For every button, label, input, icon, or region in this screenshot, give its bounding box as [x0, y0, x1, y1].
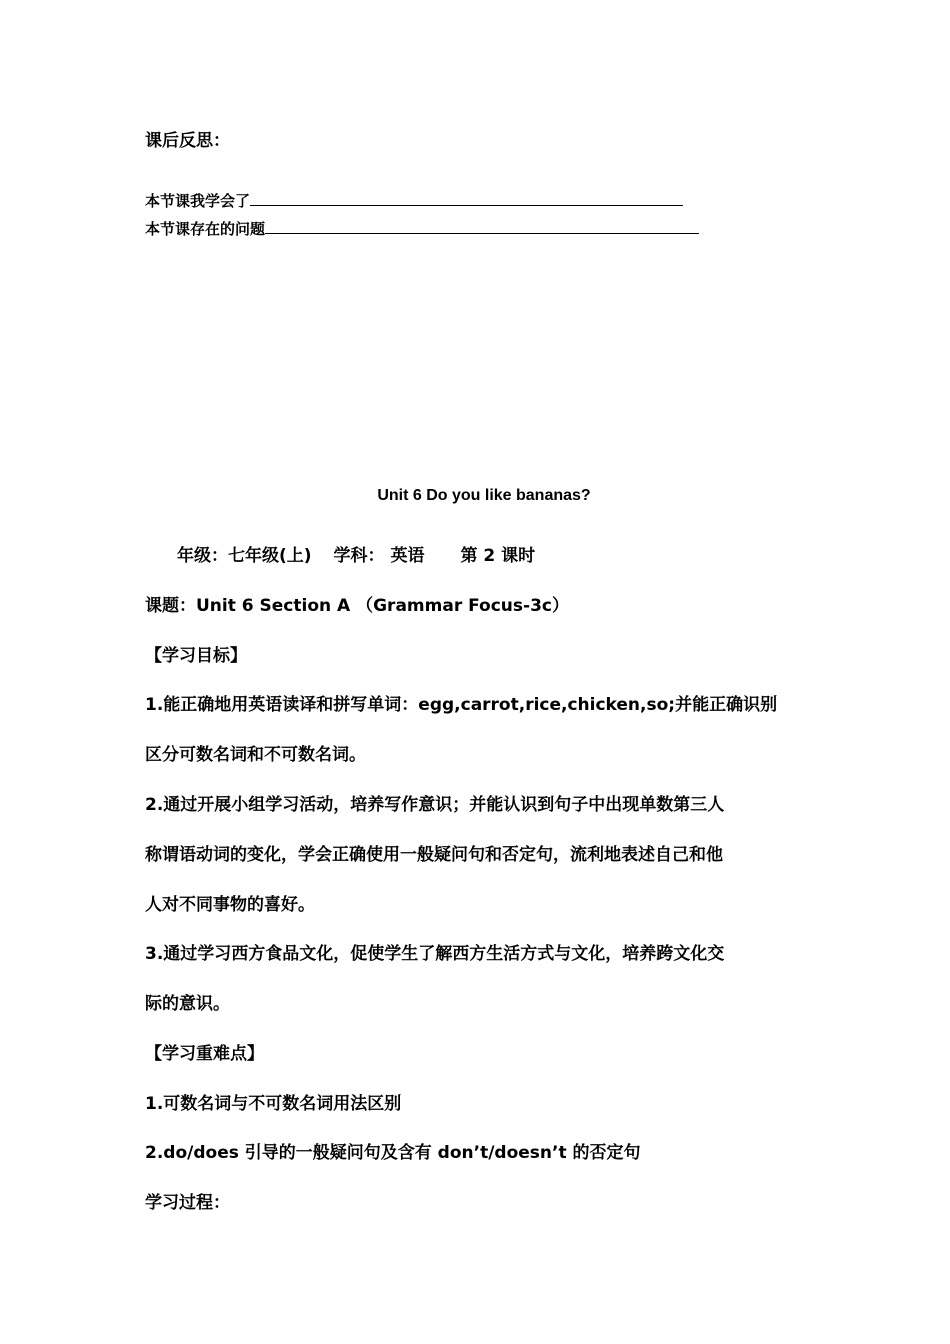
- key-point-1: 1.可数名词与不可数名词用法区别: [145, 1094, 402, 1114]
- objective-2-line-1: 2.通过开展小组学习活动，培养写作意识；并能认识到句子中出现单数第三人: [145, 795, 725, 815]
- problems-line: [145, 219, 699, 238]
- lesson-meta: [177, 546, 535, 566]
- objective-1-line-1: 1.能正确地用英语读译和拼写单词：egg,carrot,rice,chicken,so;并能正确识别: [145, 695, 778, 715]
- learned-line: [145, 191, 683, 210]
- objectives-heading: 【学习目标】: [145, 646, 247, 666]
- process-heading: 学习过程：: [145, 1193, 230, 1213]
- problems-label: 本节课存在的问题: [145, 220, 266, 238]
- learned-label: 本节课我学会了: [145, 192, 251, 210]
- period-label: 第 2 课时: [460, 546, 536, 566]
- objective-2-line-2: 称谓语动词的变化，学会正确使用一般疑问句和否定句，流利地表述自己和他: [145, 845, 723, 865]
- unit-title: Unit 6 Do you like bananas?: [377, 487, 591, 504]
- reflection-heading: 课后反思：: [145, 131, 230, 151]
- objective-1-line-2: 区分可数名词和不可数名词。: [145, 745, 366, 765]
- objective-3-line-2: 际的意识。: [145, 994, 230, 1014]
- learned-blank[interactable]: [250, 191, 683, 206]
- subject-label: 学科： 英语: [333, 546, 425, 566]
- key-points-heading: 【学习重难点】: [145, 1044, 264, 1064]
- objective-3-line-1: 3.通过学习西方食品文化，促使学生了解西方生活方式与文化，培养跨文化交: [145, 944, 725, 964]
- problems-blank[interactable]: [265, 219, 699, 234]
- grade-label: 年级：七年级(上): [177, 546, 312, 566]
- objective-2-line-3: 人对不同事物的喜好。: [145, 895, 315, 915]
- lesson-topic: 课题：Unit 6 Section A （Grammar Focus-3c）: [145, 596, 569, 616]
- key-point-2: 2.do/does 引导的一般疑问句及含有 don’t/doesn’t 的否定句: [145, 1143, 641, 1163]
